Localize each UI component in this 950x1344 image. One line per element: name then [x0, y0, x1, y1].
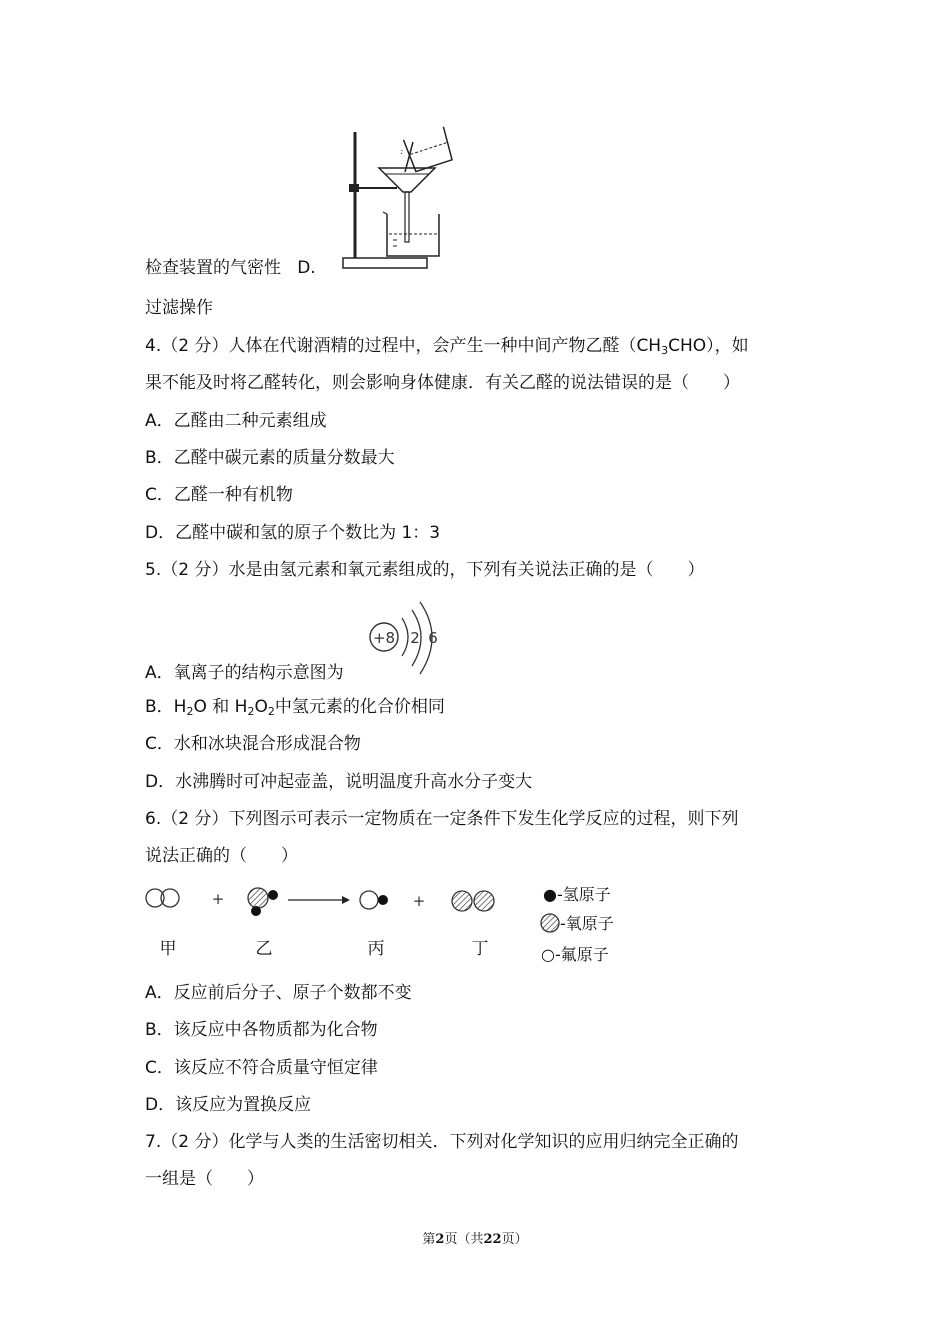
q6-stem-line1: 6.（2 分）下列图示可表示一定物质在一定条件下发生化学反应的过程，则下列 [145, 809, 739, 829]
q5-option-d: D．水沸腾时可冲起壶盖，说明温度升高水分子变大 [145, 772, 533, 792]
legend-oxygen-swatch [541, 914, 559, 932]
fluorine-atom [360, 891, 378, 909]
option-d-label: D. [297, 258, 316, 278]
shell1-electrons: 2 [410, 629, 420, 647]
nucleus-charge: +8 [372, 629, 396, 647]
option-d-text: 过滤操作 [145, 298, 213, 318]
label-jia: 甲 [159, 939, 177, 959]
label-bing: 丙 [367, 939, 385, 959]
legend-fluorine: ○-氟原子 [541, 945, 609, 964]
label-ding: 丁 [471, 939, 489, 959]
arrow-head [342, 896, 350, 904]
hydrogen-atom [378, 895, 388, 905]
option-c-tail [145, 257, 316, 279]
q5-option-a: A．氧离子的结构示意图为 [145, 663, 344, 683]
q5-option-c: C．水和冰块混合形成混合物 [145, 734, 361, 754]
q4-option-c: C．乙醛一种有机物 [145, 485, 293, 505]
option-c-text: 检查装置的气密性 [145, 258, 281, 278]
q6-stem-line2: 说法正确的（ ） [145, 846, 298, 866]
legend-hydrogen: ●-氢原子 [543, 885, 611, 904]
legend-oxygen: -氧原子 [560, 914, 614, 933]
hydrogen-atom [268, 890, 278, 900]
q6-option-c: C．该反应不符合质量守恒定律 [145, 1058, 378, 1078]
current-page: 2 [435, 1232, 445, 1247]
oxygen-atom [248, 888, 268, 908]
q4-option-d: D．乙醛中碳和氢的原子个数比为 1：3 [145, 523, 441, 543]
plus-sign: + [211, 890, 225, 908]
filtration-apparatus-figure [335, 122, 455, 274]
q4-stem-line1: 4.（2 分）人体在代谢酒精的过程中，会产生一种中间产物乙醛$(CH_3CHO)$，如 [145, 336, 749, 357]
q5-option-b: B．$H_2O$ 和 $H_2O_2$中氢元素的化合价相同 [145, 697, 445, 718]
q5-stem: 5.（2 分）水是由氢元素和氧元素组成的，下列有关说法正确的是（ ） [145, 560, 705, 580]
total-pages: 22 [483, 1232, 502, 1247]
reaction-diagram [140, 878, 640, 970]
plus-sign: + [412, 892, 426, 910]
q6-option-d: D．该反应为置换反应 [145, 1095, 312, 1115]
q6-option-a: A．反应前后分子、原子个数都不变 [145, 983, 412, 1003]
q6-option-b: B．该反应中各物质都为化合物 [145, 1020, 378, 1040]
label-yi: 乙 [255, 939, 273, 959]
q4-stem-line2: 果不能及时将乙醛转化，则会影响身体健康．有关乙醛的说法错误的是（ ） [145, 373, 740, 393]
oxygen-atom [452, 891, 472, 911]
oxygen-ion-structure-diagram [362, 596, 448, 680]
page-footer: 第2页（共22页） [422, 1232, 528, 1247]
oxygen-atom [474, 891, 494, 911]
q4-option-b: B．乙醛中碳元素的质量分数最大 [145, 448, 395, 468]
hydrogen-atom [251, 906, 261, 916]
q4-option-a: A．乙醛由二种元素组成 [145, 411, 327, 431]
q7-stem-line2: 一组是（ ） [145, 1169, 264, 1189]
inner-electron-shell [402, 618, 408, 656]
q7-stem-line1: 7.（2 分）化学与人类的生活密切相关．下列对化学知识的应用归纳完全正确的 [145, 1132, 739, 1152]
shell2-electrons: 6 [428, 629, 438, 647]
